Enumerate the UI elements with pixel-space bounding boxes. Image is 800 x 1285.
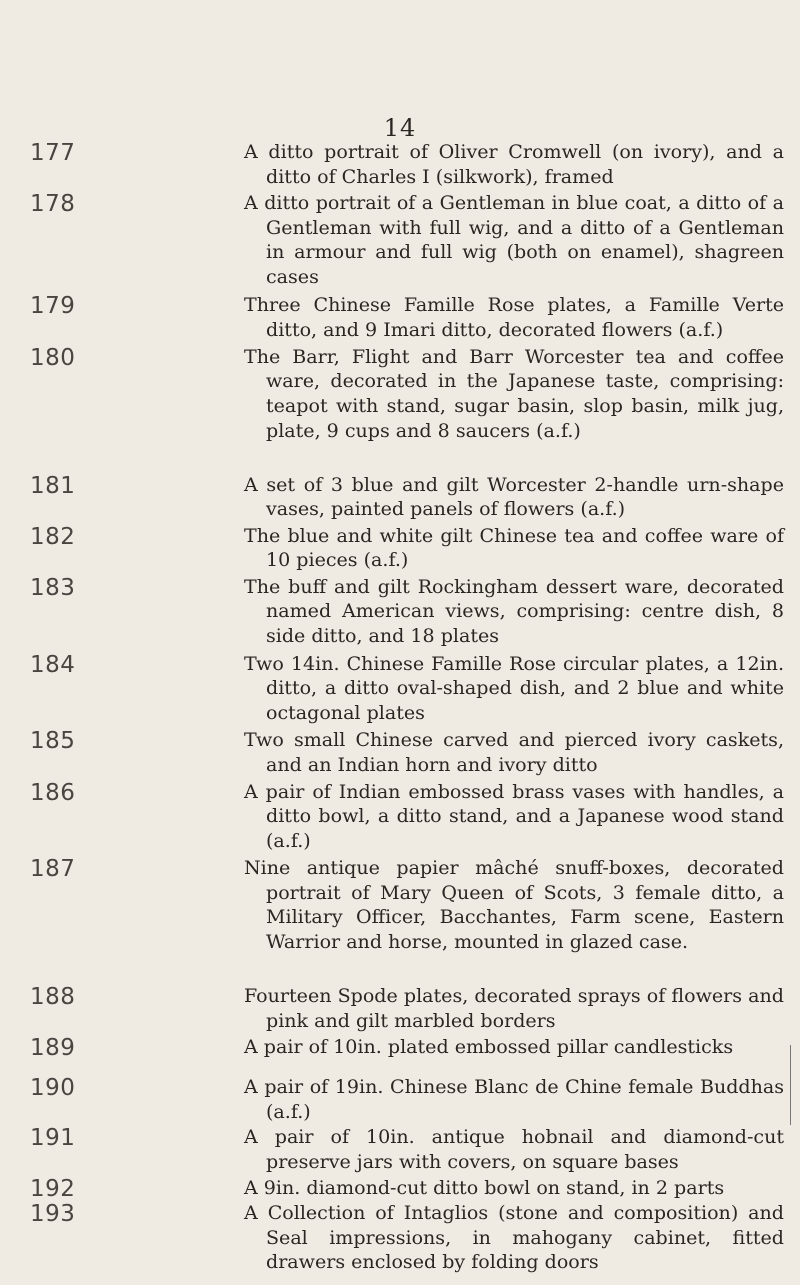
lot-description: A pair of Indian embossed brass vases with handles, a ditto bowl, a ditto stand, and a Japanese wood stand (a.f.): [244, 780, 784, 852]
lot-description: The blue and white gilt Chinese tea and coffee ware of 10 pieces (a.f.): [244, 524, 784, 572]
lot-description: Two 14in. Chinese Famille Rose circular plates, a 12in. ditto, a ditto oval-shaped dish, and 2 blue and white octagonal plates: [244, 652, 784, 724]
lot-description: A set of 3 blue and gilt Worcester 2-handle urn-shape vases, painted panels of flowers (a.f.): [244, 473, 784, 521]
lot-number: 178: [30, 191, 76, 218]
lot-description: A 9in. diamond-cut ditto bowl on stand, in 2 parts: [244, 1176, 725, 1199]
lot-number: 184: [30, 651, 76, 678]
lot-number: 190: [30, 1075, 76, 1102]
page-number: 14: [383, 114, 417, 142]
lot-description: The Barr, Flight and Barr Worcester tea and coffee ware, decorated in the Japanese taste, comprising: teapot with stand, sugar basin, slop basin, milk jug, plate, 9 cups and 8 saucers (a.f.): [244, 345, 784, 442]
lot-number: 187: [30, 856, 76, 883]
lot-description: A Collection of Intaglios (stone and composition) and Seal impressions, in mahogany cabinet, fitted drawers enclosed by folding doors: [244, 1202, 784, 1274]
lot-description: Two small Chinese carved and pierced ivory caskets, and an Indian horn and ivory ditto: [244, 729, 784, 776]
lot-number: 188: [30, 984, 76, 1011]
lot-number: 179: [30, 293, 76, 320]
lot-number: 193: [30, 1201, 76, 1228]
lot-number: 186: [30, 779, 76, 806]
lot-number: 182: [30, 523, 76, 550]
lot-description: A ditto portrait of a Gentleman in blue coat, a ditto of a Gentleman with full wig, and a ditto of a Gentleman in armour and full wig (both on enamel), shagreen cases: [244, 192, 784, 289]
lot-number: 183: [30, 574, 76, 601]
lot-number: 177: [30, 140, 76, 166]
margin-rule: [790, 1045, 791, 1125]
lot-number: 180: [30, 344, 76, 371]
lot-number: 191: [30, 1125, 76, 1152]
lot-number: 185: [30, 728, 76, 755]
lot-description: Fourteen Spode plates, decorated sprays of flowers and pink and gilt marbled borders: [244, 985, 784, 1032]
lot-description: A pair of 19in. Chinese Blanc de Chine female Buddhas (a.f.): [244, 1076, 784, 1123]
lot-number: 192: [30, 1175, 76, 1202]
lot-description: A pair of 10in. plated embossed pillar candlesticks: [244, 1036, 734, 1059]
lot-number: 181: [30, 472, 76, 499]
lot-description: Three Chinese Famille Rose plates, a Famille Verte ditto, and 9 Imari ditto, decorated flowers (a.f.): [244, 294, 784, 342]
lot-description: A ditto portrait of Oliver Cromwell (on ivory), and a ditto of Charles I (silkwork), framed: [244, 141, 784, 188]
lot-description: The buff and gilt Rockingham dessert ware, decorated named American views, comprising: centre dish, 8 side ditto, and 18 plates: [244, 575, 784, 648]
lot-number: 189: [30, 1035, 76, 1062]
lot-description: A pair of 10in. antique hobnail and diamond-cut preserve jars with covers, on square bases: [244, 1126, 784, 1173]
lot-description: Nine antique papier mâché snuff-boxes, decorated portrait of Mary Queen of Scots, 3 female ditto, a Military Officer, Bacchantes, Farm scene, Eastern Warrior and horse, mounted in glazed case.: [244, 857, 784, 954]
